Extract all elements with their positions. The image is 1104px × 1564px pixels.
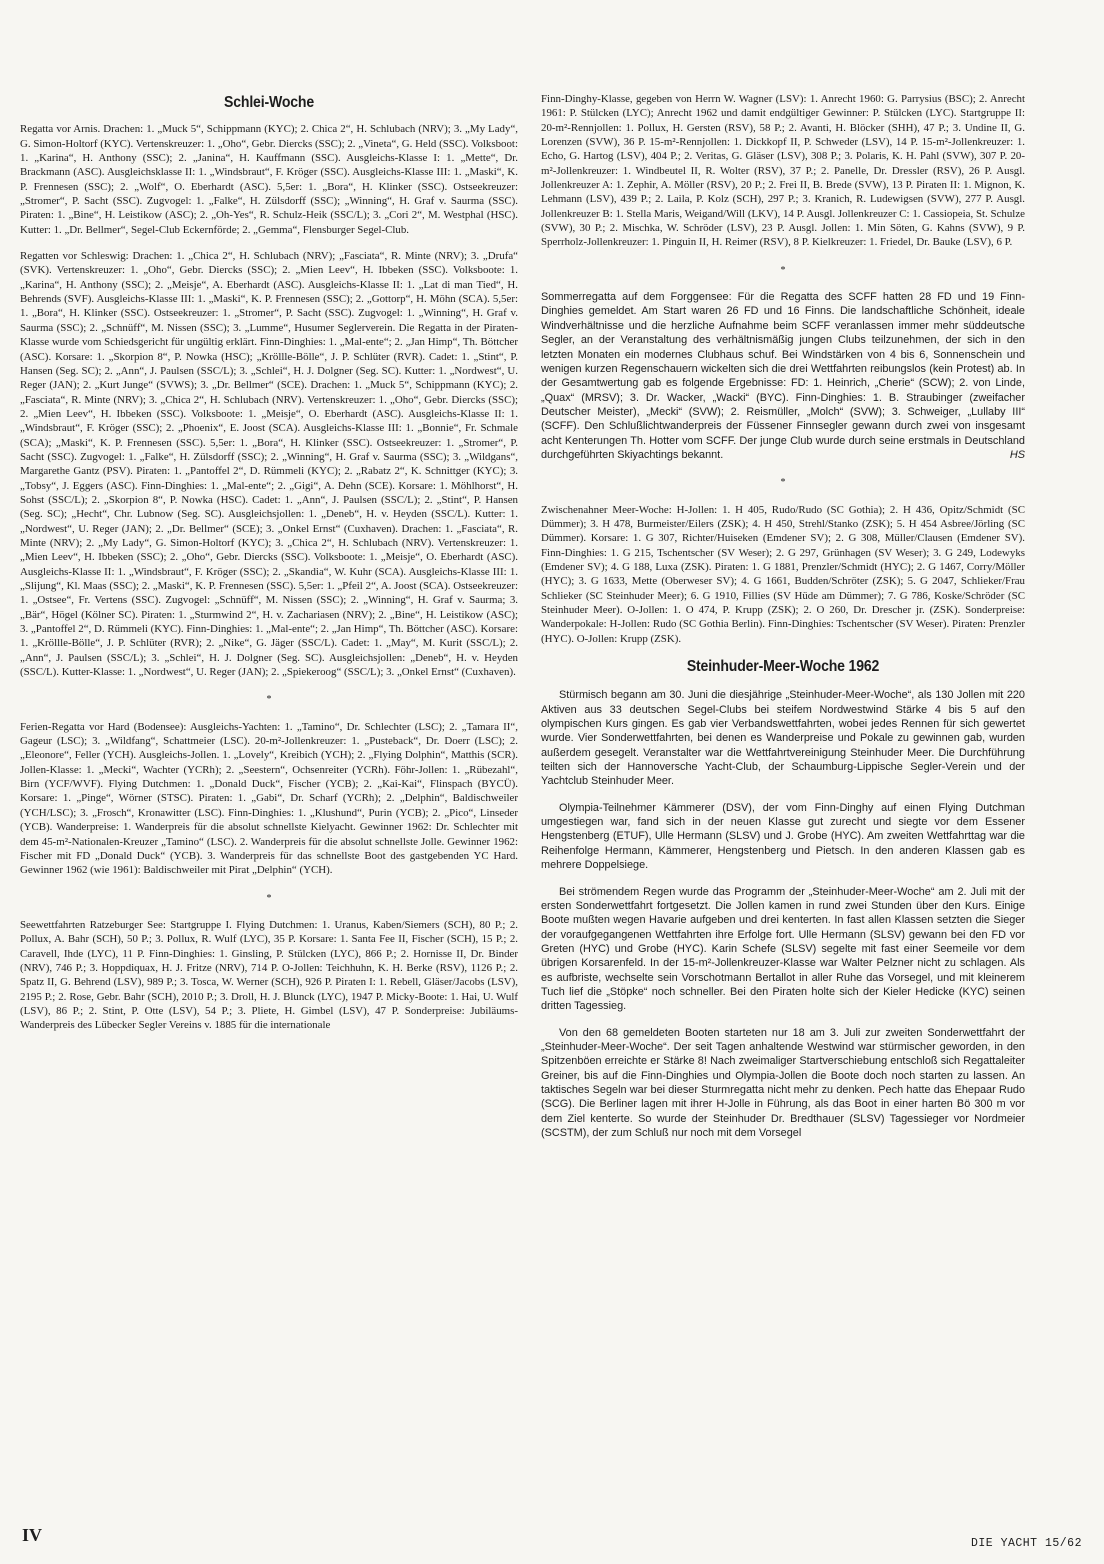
paragraph-zwischenahn: Zwischenahner Meer-Woche: H-Jollen: 1. H 405, Rudo/Rudo (SC Gothia); 2. H 436, Opitz/Schmidt (SC Dümmer); 3. H 478, Burmeister/Eilers (ZSK); 4. H 450, Strehl/Stanko (ZSK); 5. H 454 Asbree/Jörling (SC Dümmer). Korsare: 1. G 307, Richter/Huiseken (Emdener SV); 2. G 308, Müller/Clausen (Emdener SV). Finn-Dinghies: 1. G 215, Tschentscher (SV Weser); 2. G 297, Grünhagen (SV Weser); 3. G 249, Lodewyks (Emdener SV); 4. G 188, Luxa (ZSK). Piraten: 1. G 1881, Prenzler/Schmidt (HYC); 2. G 1467, Corry/Möller (HYC); 3. G 1633, Mette (Oberweser SV); 4. G 1661, Budden/Schröter (ZSK); 5. G 2047, Schlieker/Frau Schlieker (SC Steinhuder Meer); 6. G 1910, Fillies (SV Hüde am Dümmer); 7. G 786, Koske/Schröder (SC Steinhuder Meer). O-Jollen: 1. O 474, P. Krupp (ZSK); 2. O 260, Dr. Drescher jr. (ZSK). Sonderpreise: Wanderpokale: H-Jollen: Rudo (SC Gothia Berlin). Finn-Dinghies: Tschentscher (SV Weser). Piraten: Prenzler (HYC). O-Jollen: Krupp (ZSK).	[541, 503, 1025, 645]
right-column	[541, 92, 1025, 1152]
paragraph-ratzeburg: Seewettfahrten Ratzeburger See: Startgruppe I. Flying Dutchmen: 1. Uranus, Kaben/Siemers (SCH), 80 P.; 2. Pollux, A. Bahr (SCH), 50 P.; 3. Pollux, R. Wulf (LYC), 35 P. Korsare: 1. Santa Fee II, Fischer (SCH), 15 P.; 2. Caravell, Ihde (LYC), 11 P. Finn-Dinghies: 1. Ginsling, P. Stülcken (LYC), 866 P.; 2. Hornisse II, Dr. Binder (NRV), 746 P.; 3. Hoppdiquax, H. J. Fritze (NRV), 714 P. O-Jollen: Teichhuhn, K. H. Berke (RSV), 1126 P.; 2. Spatz II, G. Behrend (LSV), 989 P.; 3. Tosca, W. Werner (SCH), 926 P. Piraten I: 1. Rebell, Gläser/Jacobs (LSV), 2195 P.; 2. Rose, Gebr. Bahr (SCH), 2010 P.; 3. Droll, H. J. Blunck (LYC), 1947 P. Micky-Boote: 1. Hai, U. Wulf (LSV), 86 P.; 2. Stint, P. Otte (LSV), 54 P.; 3. Pliete, H. Gimbel (LSV), 47 P. Sonderpreise: Jubiläums-Wanderpreis des Lübecker Segler Vereins v. 1885 für die internationale	[20, 918, 518, 1032]
paragraph-schleswig: Regatten vor Schleswig: Drachen: 1. „Chica 2“, H. Schlubach (NRV); „Fasciata“, R. Minte (NRV); 3. „Drufa“ (SVK). Vertenskreuzer: 1. „Oho“, Gebr. Diercks (SSC); 2. „Mien Leev“, H. Ibbeken (SSC). Volksboote: 1. „Karina“, H. Anthony (SSC); 2. „Meisje“, A. Eberhardt (ASC). Ausgleichs-Klasse II: 1. „Lat di man Tied“, H. Behrends (SVF). Ausgleichs-Klasse III: 1. „Maski“, K. P. Frennesen (SSC); 2. „Gottorp“, H. Möhn (SCA). 5,5er: 1. „Bora“, H. Klinker (SSC). Ostseekreuzer: 1. „Stromer“, P. Sacht (SSC). Zugvogel: 1. „Winning“, H. Graf v. Saurma (SSC); 2. „Schnüff“, M. Nissen (SSC); 3. „Lumme“, Husumer Seglerverein. Die Regatta in der Piraten-Klasse wurde vom Schiedsgericht für ungültig erklärt. Finn-Dinghies: 1. „Mal-ente“; 2. „Jan Himp“, Th. Böttcher (ASC). Korsare: 1. „Skorpion 8“, P. Nowka (HSC); „Kröllle-Bölle“, J. P. Schlüter (RVR). Cadet: 1. „Stint“, P. Hansen (Seg. SC); 2. „Ann“, J. Paulsen (SSC/L); 3. „Schlei“, H. J. Dolgner (Seg. SC). Kutter: 1. „Nordwest“, U. Reger (JAN); 2. „Kurt Junge“ (SVWS); 3. „Dr. Bellmer“ (SCE). Drachen: 1. „Muck 5“, Schippmann (KYC); 2. „Fasciata“, R. Minte (NRV); 3. „Chica 2“, H. Schlubach (NRV). Vertenskreuzer: 1. „Oho“, Gebr. Diercks (SSC); 2. „Mien Leev“, H. Ibbeken (SSC). Volksboote: 1. „Meisje“, O. Eberhardt (ASC). Ausgleichs-Klasse II: 1. „Windsbraut“, F. Kröger (SSC); 2. „Phoenix“, E. Joost (SCA). Ausgleichs-Klasse III: 1. „Bonnie“, Fr. Schmale (SCA); „Maski“, K. P. Frennesen (SSC). 5,5er: 1. „Bora“, H. Klinker (SSC). Ostseekreuzer: 1. „Stromer“, P. Sacht (SSC). Zugvogel: 1. „Falke“, H. Zülsdorff (SSC); 2. „Winning“, H. Graf v. Saurma (SSC); 3. „Wildgans“, Margarethe Gantz (PSV). Piraten: 1. „Pantoffel 2“, D. Rümmeli (KYC); 2. „Rabatz 2“, K. Schnittger (KYC); 3. „Tobsy“, J. Eggers (ASC). Finn-Dinghies: 1. „Mal-ente“; 2. „Gigi“, A. Dehn (SCE). Korsare: 1. Möhlhorst“, H. Sohst (SSC/L); 2. „Skorpion 8“, P. Nowka (HSC). Cadet: 1. „Ann“, J. Paulsen (SSC/L); 2. „Stint“, P. Hansen (Seg. SC); „Hecht“, Chr. Lubnow (Seg. SC). Ausgleichsjollen: 1. „Deneb“, H. v. Heyden (SSC/L). Kutter: 1. „Nordwest“, U. Reger (JAN); 2. „Dr. Bellmer“ (SCE); 3. „Onkel Ernst“ (Cuxhaven). Drachen: 1. „Fasciata“, R. Minte (NRV); 2. „My Lady“, G. Simon-Holtorf (KYC); 3. „Chica 2“, H. Schlubach (NRV). Vertenskreuzer: 1. „Mien Leev“, H. Ibbeken (SSC); 2. „Oho“, Gebr. Diercks (SSC). Volksboote: 1. „Meisje“, O. Eberhardt (ASC). Ausgleichs-Klasse II: 1. „Windsbraut“, F. Kröger (SSC); 2. „Skandia“, W. Kuhr (SCA). Ausgleichs-Klasse III: 1. „Slijung“, Kl. Maas (SSC); 2. „Maski“, K. P. Frennesen (SSC). 5,5er: 1. „Pfeil 2“, A. Joost (SCA). Ostseekreuzer: 1. „Ostsee“, Fr. Vertens (SSC). Zugvogel: „Schnüff“, M. Nissen (SSC); 2. „Winning“, H. Graf v. Saurma; 3. „Bär“, Högel (Kölner SC). Piraten: 1. „Sturmwind 2“, H. v. Zachariasen (NRV); 2. „Bine“, H. Leistikow (ASC); 3. „Pantoffel 2“, D. Rümmeli (KYC). Finn-Dinghies: 1. „Mal-ente“; 2. „Jan Himp“, Th. Böttcher (ASC). Korsare: 1. „Kröllle-Bölle“, J. P. Schlüter (RVR); 2. „Nike“, G. Jäger (SSC/L). Cadet: 1. „May“, M. Kurit (SSC/L); 2. „Ann“, J. Paulsen (SSC/L); 3. „Schlei“, H. J. Dolgner (Seg. SC). Ausgleichsjollen: „Deneb“, H. v. Heyden (SSC/L). Kutter-Klasse: 1. „Nordwest“, U. Reger (JAN); 2. „Spiekeroog“ (SSC/L); 3. „Onkel Ernst“ (Cuxhaven).	[20, 250, 518, 679]
article-heading-schlei-woche: Schlei-Woche	[224, 94, 314, 111]
issue-label: DIE YACHT 15/62	[970, 1537, 1082, 1550]
paragraph-steinhuder-1: Stürmisch begann am 30. Juni die diesjährige „Steinhuder-Meer-Woche“, als 130 Jollen mit 220 Aktiven aus 33 deutschen Segel-Clubs bei steifem Nordwestwind Stärke 4 bis 5 auf den olympischen Kurs gingen. Es gab vier Verbandswettfahrten, wobei jedes Rennen für sich gewertet wurde. Vier Sonderwettfahrten, bei denen es Wanderpreise und Pokale zu gewinnen gab, wurden außerdem gesegelt. Veranstalter war die Wettfahrtvereinigung Steinhuder Meer. Die Durchführung teilten sich der Hannoversche Yacht-Club, der Schaumburg-Lippische Segler-Verein und der Yachtclub Steinhuder Meer.	[541, 689, 1025, 788]
paragraph-arnis: Regatta vor Arnis. Drachen: 1. „Muck 5“, Schippmann (KYC); 2. Chica 2“, H. Schlubach (NRV); 3. „My Lady“, G. Simon-Holtorf (KYC). Vertenskreuzer: 1. „Oho“, Gebr. Diercks (SSC); 2. „Vineta“, G. Held (SSC). Volksboot: 1. „Karina“, H. Anthony (SSC); 2. „Janina“, H. Kauffmann (SSC). Ausgleichs-Klasse I: 1. „Mette“, Dr. Brackmann (ASC). Ausgleichsklasse II: 1. „Windsbraut“, F. Kröger (SSC). Ausgleichs-Klasse III: 1. „Maski“, K. P. Frennesen (SSC); 2. „Wolf“, O. Eberhardt (ASC). 5,5er: 1. „Bora“, H. Klinker (SSC). Ostseekreuzer: „Stromer“, P. Sacht (SSC). Zugvogel: 1. „Falke“, H. Zülsdorff (SSC); „Winning“, H. Graf v. Saurma (SSC). Piraten: 1. „Bine“, H. Leistikow (ASC); 2. „Oh-Yes“, R. Schulz-Heik (SSC/L); 3. „Cori 2“, M. Westphal (HSC). Kutter: 1. „Dr. Bellmer“, Segel-Club Eckernförde; 2. „Gemma“, Flensburger Segel-Club.	[20, 123, 518, 236]
paragraph-steinhuder-2: Olympia-Teilnehmer Kämmerer (DSV), der vom Finn-Dinghy auf einen Flying Dutchman umgestiegen war, fand sich in der neuen Klasse gut zurecht und siegte vor dem Essener Hengstenberg (ETUF), Ulle Hermann (SLSV) und J. Grobe (HYC). Am zweiten Wettfahrttag war die Reihenfolge Hermann, Kämmerer, Hengstenberg und Pietsch. In den anderen Klassen gab es mehrere Doppelsiege.	[541, 801, 1025, 872]
section-separator: *	[780, 477, 786, 489]
page-number: IV	[22, 1525, 43, 1545]
forggensee-block	[541, 290, 1025, 462]
paragraph-ratzeburg-continued: Finn-Dinghy-Klasse, gegeben von Herrn W. Wagner (LSV): 1. Anrecht 1960: G. Parrysius (BSC); 2. Anrecht 1961: P. Stülcken (LYC); Anrecht 1962 und damit endgültiger Gewinner: P. Stülcken (LYC). Startgruppe II: 20-m²-Rennjollen: 1. Pollux, H. Gersten (RSV), 58 P.; 2. Avanti, H. Blöcker (SHH), 47 P.; 3. Undine II, G. Lorenzen (SVW), 36 P. 15-m²-Rennjollen: 1. Dickkopf II, P. Schweder (LSV), 14 P. 15-m²-Jollenkreuzer: 1. Echo, G. Hartog (LSV), 404 P.; 2. Veritas, G. Gläser (LSV), 308 P.; 3. Polaris, K. H. Pahl (SVW), 307 P. 20-m²-Jollenkreuzer: 1. Windbeutel II, R. Wolter (RSV), 37 P.; 2. Panelle, Dr. Dressler (RSV), 26 P. Ausgl. Jollenkreuzer A: 1. Zephir, A. Möller (RSV), 20 P.; 2. Frei II, B. Brede (SVW), 13 P. Piraten II: 1. Mignon, K. Lehmann (LSV), 439 P.; 2. Laila, P. Kolz (SCH), 297 P.; 3. Kranich, R. Ludewigsen (SVW), 277 P. Ausgl. Jollenkreuzer B: 1. Stella Maris, Weigand/Will (LKV), 14 P. Ausgl. Jollenkreuzer C: 1. Cassiopeia, St. Schulze (SVW), 30 P.; 2. Mischka, W. Schröder (LSV), 23 P. Ausgl. Jollen: 1. Min Söten, G. Kahns (SVW), 9 P. Sperrholz-Jollenkreuzer: 1. Pinguin II, H. Reimer (RSV), 8 P. Kielkreuzer: 1. Friedel, Dr. Bauke (LSV), 6 P.	[541, 93, 1025, 249]
left-column	[20, 92, 518, 1045]
paragraph-steinhuder-3: Bei strömendem Regen wurde das Programm der „Steinhuder-Meer-Woche“ am 2. Juli mit der ersten Sonderwettfahrt fortgesetzt. Die Jollen kamen in rund zwei Stunden über den Kurs. Einige Boote mußten wegen Havarie aufgeben und drei kenterten. In fast allen Klassen setzten die Sieger der voraufgegangenen Wettfahrten ihre Erfolge fort. Ulle Hermann (SLSV) gewann bei den FD vor Greten (HYC) und Grobe (HYC). Karin Schefe (SLSV) segelte mit fast einer Seemeile vor dem übrigen Korsarenfeld. In der 15-m²-Jollenkreuzer-Klasse war Walter Pelzner nicht zu schlagen. Als es aufbriste, wechselte sein Vorschotmann Bertallot in aller Ruhe das Vorsegel, und mit kleinerem Tuch lief die „Stöpke“ noch schneller. Bei den Piraten holte sich der Kieler Hedicke (KYC) seinen dritten Tagessieg.	[541, 885, 1025, 1013]
paragraph-steinhuder-4: Von den 68 gemeldeten Booten starteten nur 18 am 3. Juli zur zweiten Sonderwettfahrt der „Steinhuder-Meer-Woche“. Der seit Tagen anhaltende Westwind war stürmischer geworden, in den Spitzenböen erreichte er Stärke 8! Nach zweimaliger Startverschiebung entschloß sich Regattaleiter Greiner, bis auf die Finn-Dinghies und Olympia-Jollen die Boote doch noch starten zu lassen. An taktisches Segeln war bei dieser Sturmregatta nicht mehr zu denken. Pech hatte das Ehepaar Rudo (SCG). Die Berliner lagen mit ihrer H-Jolle in Führung, als das Boot in einer harten Bö 300 m vor dem Ziel kenterte. So wurde der Steinhuder Dr. Bredthauer (SLSV) Tagessieger vor Nordmeier (SCSTM), der zum Schluß nur noch mit dem Vorsegel	[541, 1026, 1025, 1139]
section-separator: *	[266, 892, 272, 904]
forggensee-text: Sommerregatta auf dem Forggensee: Für die Regatta des SCFF hatten 28 FD und 19 Finn-Dinghies gemeldet. Am Start waren 26 FD und 16 Finns. Die landschaftliche Schönheit, ideale Windverhältnisse und die herzliche Aufnahme beim SCFF veranlassen immer mehr süddeutsche Segler, an der Veranstaltung des verhältnismäßig jungen Clubs teilzunehmen, der sich in den letzten Monaten ein modernes Clubhaus schuf. Bei Windstärken von 4 bis 6, Sonnenschein und wenigen kurzen Regenschauern wickelten sich die drei Wettfahrten reibungslos (kein Protest) ab. In der Gesamtwertung gab es folgende Ergebnisse: FD: 1. Heinrich, „Cherie“ (SCW); 2. von Linde, „Quax“ (MRSV); 3. Dr. Wacker, „Wacki“ (BYC). Finn-Dinghies: 1. B. Straubinger (zweifacher Deutscher Meister), „Mecki“ (SVW); 2. Reismüller, „Molch“ (SVW); 3. Schweiger, „Lullaby III“ (SCFF). Den Schlußlichtwanderpreis der Füssener Finnsegler gewann durch zwei von insgesamt acht Kenterungen Th. Hotter vom SCFF. Der junge Club wurde durch seine erstmals in Deutschland durchgeführten Skiyachtings bekannt.	[541, 291, 1025, 461]
paragraph-forggensee	[541, 290, 1025, 462]
section-separator: *	[266, 694, 272, 706]
author-signature: HS	[1009, 448, 1025, 461]
article-heading-steinhuder: Steinhuder-Meer-Woche 1962	[686, 658, 880, 676]
paragraph-hard: Ferien-Regatta vor Hard (Bodensee): Ausgleichs-Yachten: 1. „Tamino“, Dr. Schlechter (LSC); 2. „Tamara II“, Gageur (LSC); 3. „Wildfang“, Schattmeier (LSC). 20-m²-Jollenkreuzer: 1. „Pusteback“, Dr. Doerr (LSC); 2. „Eleonore“, Feller (YCH). Ausgleichs-Jollen. 1. „Lovely“, Kreibich (YCH); 2. „Flying Dolphin“, Matthis (SCR). Jollen-Klasse: 1. „Mecki“, Wachter (YCRh); 2. „Seestern“, Ochsenreiter (YCRh). Föhr-Jollen: 1. „Rübezahl“, Birn (YCF/WVF). Flying Dutchmen: 1. „Donald Duck“, Fischer (YCB); 2. „Kai-Kai“, Flinspach (BYCÜ). Korsare: 1. „Pinge“, Wörner (STSC). Piraten: 1. „Gabi“, Dr. Scharf (YCRh); 2. „Delphin“, Baldischweiler (YCH/LSC); 3. „Frosch“, Kronawitter (LSC). Finn-Dinghies: 1. „Klushund“, Purin (YCB); 2. „Pico“, Linseder (YCB). Wanderpreise: 1. Wanderpreis für die absolut schnellste Kielyacht. Gewinner 1962: Dr. Schlechter mit dem 45-m²-Nationalen-Kreuzer „Tamino“ (LSC). 2. Wanderpreis für die absolut schnellste Jolle. Gewinner 1962: Fischer mit FD „Donald Duck“ (YCB). 3. Wanderpreis für das schnellste Boot des gastgebenden YC Hard. Gewinner 1962 (wie 1961): Baldischweiler mit Pirat „Delphin“ (YCH).	[20, 720, 518, 877]
section-separator: *	[780, 264, 786, 276]
